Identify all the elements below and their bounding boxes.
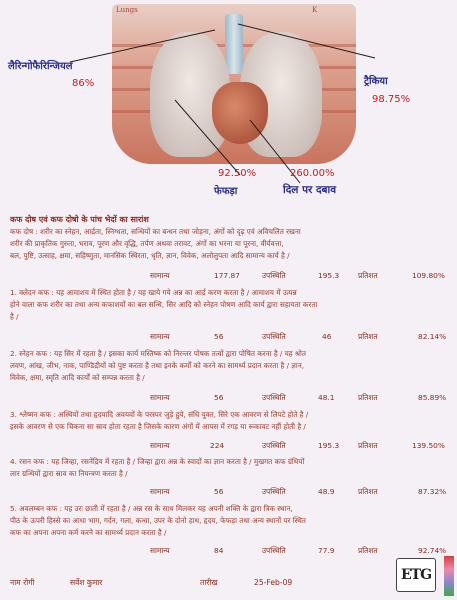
- stat-value: 177.87: [214, 271, 240, 280]
- item-line: 5. अवलम्बन कफ : यह उरः छाती में रहता है / अन्न रस के साथ मिलकर यह अपनी शक्ति के द्वारा त्रिक स्थान,: [10, 504, 293, 513]
- stat-label: सामान्य: [150, 487, 170, 496]
- stat-label: उपस्थिति: [262, 441, 286, 450]
- item-line: 2. स्नेहन कफ : यह सिर में रहता है / इसका कार्य मस्तिष्क को निरन्तर पोषक तत्वों द्वारा पोषित करना है / यह श्रोत: [10, 349, 306, 358]
- stat-value: 139.50%: [412, 441, 445, 450]
- intro-line: बल, पुष्टि, उत्साह, क्षमा, सहिष्णुता, मानसिक स्थिरता, धृति, ज्ञान, विवेक, अलोलुपता आदि सामान्य कार्य है /: [10, 251, 290, 260]
- date-label: तारीख: [200, 578, 218, 587]
- stat-label: प्रतिशत: [358, 546, 378, 555]
- stat-label: सामान्य: [150, 332, 170, 341]
- item-5-stats-row: [0, 546, 457, 558]
- intro-line: कफ दोष : शरीर का स्नेहन, आर्द्रता, स्निग्धता, सन्धियों का बन्धन तथा जोड़ना, अंगों को दृढ़ एवं अविचलित रखना: [10, 227, 301, 236]
- logo-text: ETG: [401, 567, 432, 583]
- label-lung-pct: 92.50%: [218, 168, 257, 179]
- intro-line: शरीर की प्राकृतिक गुरुता, भराव, पूरण और वृद्धि, तर्पण अथवा तरावट, अंगों का भरना या पूरना, वीर्यवत्ता,: [10, 239, 284, 248]
- stat-label: उपस्थिति: [262, 487, 286, 496]
- stat-value: 109.80%: [412, 271, 445, 280]
- label-lung: फेफड़ा: [214, 186, 238, 197]
- pointer-line-right: [238, 24, 375, 58]
- item-line: लार ग्रन्थियों द्वारा स्राव का नियन्त्रण करता है /: [10, 469, 128, 478]
- intro-stats-row: [0, 271, 457, 283]
- item-line: होने वाला कफ शरीर का तथा अन्य कफाशयों का बल सन्धि, सिर आदि को स्नेहन पोषण आदि कार्य द्वारा सहायता करता: [10, 300, 318, 309]
- stat-value: 84: [214, 546, 224, 555]
- stat-value: 92.74%: [418, 546, 447, 555]
- label-heart-pct: 260.00%: [290, 168, 335, 179]
- stat-label: प्रतिशत: [358, 393, 378, 402]
- label-heart-pressure: दिल पर दबाव: [283, 184, 337, 196]
- stat-label: सामान्य: [150, 441, 170, 450]
- figure-header-right: K: [312, 6, 318, 14]
- stat-value: 224: [210, 441, 225, 450]
- pointer-line-lung: [175, 100, 240, 175]
- stat-value: 82.14%: [418, 332, 447, 341]
- stat-value: 56: [214, 487, 224, 496]
- stat-label: प्रतिशत: [358, 487, 378, 496]
- patient-name-value: सर्वेश कुमार: [70, 578, 103, 587]
- item-line: इसके आवरण से एक चिकना सा स्राव होता रहता है जिसके कारण अंगों में आपस में रगड़ या रूकावट नहीं होती है /: [10, 422, 306, 431]
- stat-value: 48.9: [318, 487, 335, 496]
- item-2-paragraph: [10, 348, 450, 384]
- section-title: कफ दोष एवं कफ दोषो के पांच भेदों का सारांश: [10, 215, 149, 224]
- stat-label: प्रतिशत: [358, 332, 378, 341]
- item-3-stats-row: [0, 441, 457, 453]
- item-line: 4. रसन कफ : यह जिव्हा, रसनेंद्रिय में रहता है / जिव्हा द्वारा अन्न के स्वादों का ज्ञान करता है / मुखगत कफ ग्रंथियों: [10, 457, 305, 466]
- stat-label: उपस्थिति: [262, 271, 286, 280]
- stat-value: 56: [214, 332, 224, 341]
- label-trachea: ट्रैकिया: [364, 76, 388, 87]
- stat-label: उपस्थिति: [262, 393, 286, 402]
- intro-paragraph: [10, 226, 450, 262]
- stat-label: प्रतिशत: [358, 441, 378, 450]
- stat-label: उपस्थिति: [262, 546, 286, 555]
- item-4-paragraph: [10, 456, 450, 480]
- pointer-line-left: [70, 30, 215, 62]
- item-line: लवण, आंख, जीभ, नाक, पाण्डिद्रीयों को पुष्ट करता है तथा इनके कर्मों को करने का सामर्थ्य प्रदान करता है / ज्ञान,: [10, 361, 305, 370]
- stat-label: सामान्य: [150, 271, 170, 280]
- patient-name-label: नाम रोगी: [10, 578, 35, 587]
- stat-value: 195.3: [318, 271, 340, 280]
- item-4-stats-row: [0, 487, 457, 499]
- item-3-paragraph: [10, 409, 450, 433]
- label-laryngopharyngeal: लैरिन्गोफैरिन्जियल: [8, 61, 73, 72]
- stat-value: 87.32%: [418, 487, 447, 496]
- item-1-paragraph: [10, 287, 450, 323]
- stat-label: प्रतिशत: [358, 271, 378, 280]
- stat-label: उपस्थिति: [262, 332, 286, 341]
- stat-value: 195.3: [318, 441, 340, 450]
- item-line: विवेक, क्षमा, स्मृति आदि कार्यों को सम्पन्न करता है /: [10, 373, 145, 382]
- date-value: 25-Feb-09: [254, 578, 293, 587]
- label-laryngopharyngeal-pct: 86%: [72, 78, 95, 89]
- stat-label: सामान्य: [150, 393, 170, 402]
- item-1-stats-row: [0, 332, 457, 344]
- stat-value: 56: [214, 393, 224, 402]
- item-line: है /: [10, 312, 19, 321]
- etg-logo: [396, 558, 436, 592]
- label-trachea-pct: 98.75%: [372, 94, 411, 105]
- figure-header-left: Lungs: [116, 6, 138, 14]
- item-line: 3. श्लेष्मन कफ : अस्थियों तथा हृदयादि अवयवों के परस्पर जुड़े हुये, संधि युक्त, सिरे एक आवरण से लिपटे होते है /: [10, 410, 309, 419]
- item-line: 1. क्लेदन कफ : यह आमाशय में स्थित होता है / यह खाये गये अन्न का आर्द्र करण करता है / आमाशय में उत्पन्न: [10, 288, 297, 297]
- stat-value: 85.89%: [418, 393, 447, 402]
- stat-value: 46: [322, 332, 332, 341]
- stat-value: 48.1: [318, 393, 335, 402]
- stat-label: सामान्य: [150, 546, 170, 555]
- item-2-stats-row: [0, 393, 457, 405]
- item-line: पीठ के ऊपरी हिस्से का आधा भाग, गर्दन, गला, कन्धा, उपर के दोनो हाथ, हृदय, फेफड़ा तथा अन्य स्थानों पर स्थित: [10, 516, 306, 525]
- item-5-paragraph: [10, 503, 450, 539]
- color-strip: [444, 556, 454, 596]
- stat-value: 77.9: [318, 546, 335, 555]
- item-line: कफ का अपना अपना कर्म करने का सामर्थ्य प्रदान करता है /: [10, 528, 167, 537]
